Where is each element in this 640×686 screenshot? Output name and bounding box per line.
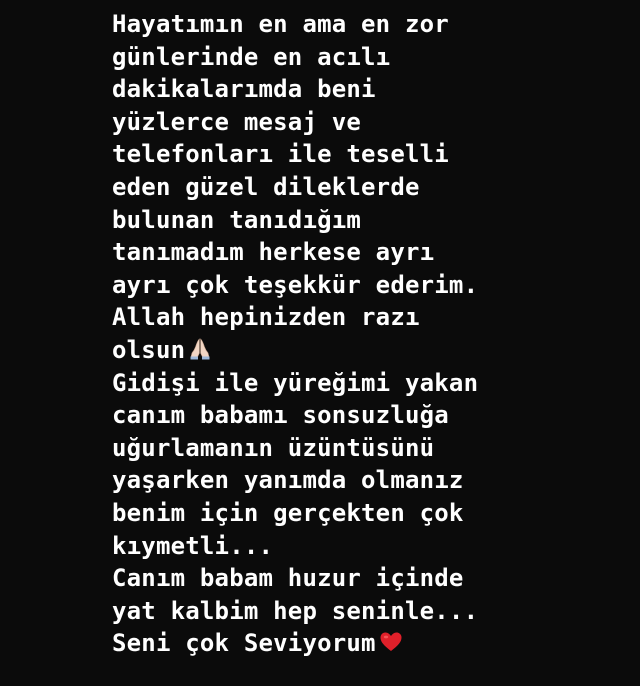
story-line-with-emoji: [112, 627, 632, 660]
story-line: uğurlamanın üzüntüsünü: [112, 433, 435, 462]
story-line: Gidişi ile yüreğimi yakan: [112, 368, 479, 397]
story-line: olsun: [112, 335, 186, 364]
story-line: Seni çok Seviyorum: [112, 629, 376, 658]
story-line: Allah hepinizden razı: [112, 303, 420, 332]
story-line: dakikalarımda beni: [112, 75, 376, 104]
story-line: tanımadım herkese ayrı: [112, 238, 435, 267]
story-line: günlerinde en acılı: [112, 42, 391, 71]
story-line: benim için gerçekten çok: [112, 498, 464, 527]
story-line: eden güzel dileklerde: [112, 172, 420, 201]
story-line: kıymetli...: [112, 531, 274, 560]
story-line: canım babamı sonsuzluğa: [112, 401, 449, 430]
story-line: bulunan tanıdığım: [112, 205, 362, 234]
story-line: yüzlerce mesaj ve: [112, 107, 362, 136]
story-line: Hayatımın en ama en zor: [112, 10, 449, 38]
story-line-with-emoji: [112, 334, 632, 367]
story-line: yaşarken yanımda olmanız: [112, 466, 464, 495]
story-line: ayrı çok teşekkür ederim.: [112, 270, 479, 299]
story-line: telefonları ile teselli: [112, 140, 449, 169]
story-text: [112, 8, 632, 660]
story-line: Canım babam huzur içinde: [112, 564, 464, 593]
story-line: yat kalbim hep seninle...: [112, 596, 479, 625]
praying-hands-icon: [187, 336, 213, 362]
red-heart-icon: [378, 629, 404, 655]
